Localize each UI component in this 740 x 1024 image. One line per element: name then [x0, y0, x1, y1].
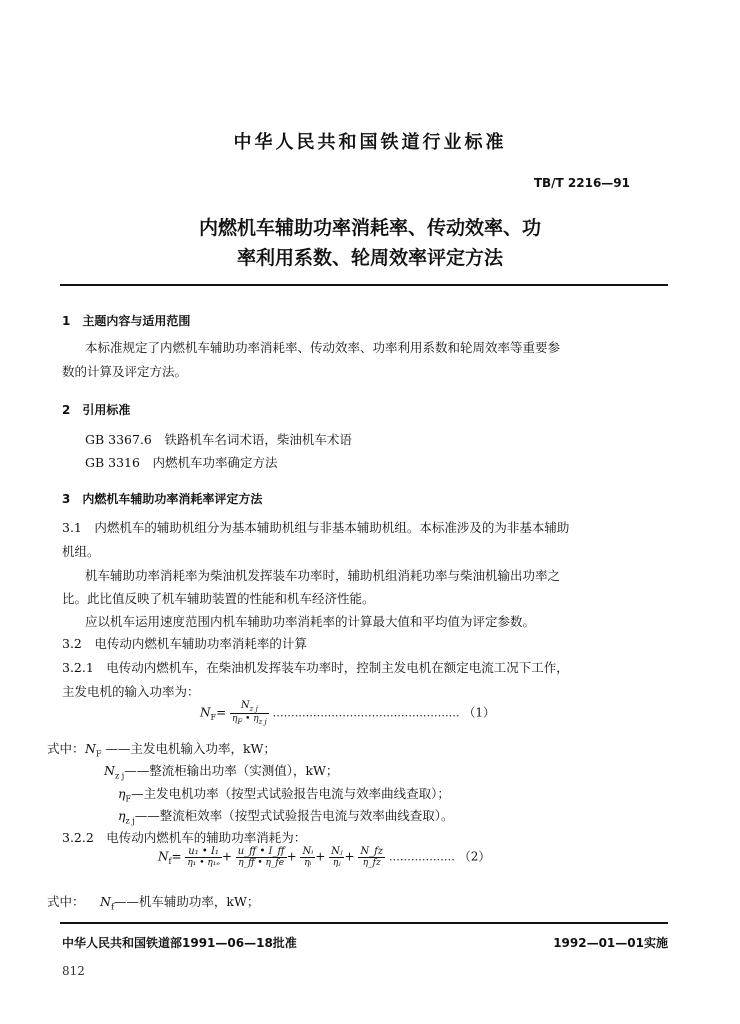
section-3-1-line2: 机组。 [62, 544, 100, 559]
effective-date: 1992—01—01实施 [553, 936, 668, 950]
page-number: 812 [62, 964, 85, 978]
document-title-line1: 内燃机车辅助功率消耗率、传动效率、功 [198, 217, 541, 239]
definition-nzj: $N_{z j}——$整流柜输出功率（实测值），kW； [104, 763, 339, 781]
approval-line: 中华人民共和国铁道部1991—06—18批准 [62, 936, 297, 950]
footer-divider [60, 922, 668, 924]
section-1-para-line2: 数的计算及评定方法。 [62, 364, 188, 379]
equation-1: $N_F=$ $\frac{N_{z j}}{\eta_F • \eta_{z j}}$ …………………………………………… （1） [200, 700, 496, 726]
equation-1-number: （1） [463, 705, 496, 720]
section-1-para-line1: 本标准规定了内燃机车辅助功率消耗率、传动效率、功率利用系数和轮周效率等重要参 [85, 340, 561, 355]
section-3-1-line3: 机车辅助功率消耗率为柴油机发挥装车功率时，辅助机组消耗功率与柴油机输出功率之 [85, 568, 561, 583]
section-3-1-line4: 比。此比值反映了机车辅助装置的性能和机车经济性能。 [62, 591, 375, 606]
section-3-2-1-line2: 主发电机的输入功率为： [62, 684, 200, 699]
document-title-line2: 率利用系数、轮周效率评定方法 [236, 247, 503, 269]
section-3-title: 3 内燃机车辅助功率消耗率评定方法 [62, 492, 263, 506]
title-divider [60, 284, 668, 286]
section-3-1-line1: 3.1 内燃机车的辅助机组分为基本辅助机组与非基本辅助机组。本标准涉及的为非基本辅助 [62, 520, 570, 535]
section-3-2-1-line1: 3.2.1 电传动内燃机车，在柴油机发挥装车功率时，控制主发电机在额定电流工况下工作， [62, 660, 569, 675]
section-1-title: 1 主题内容与适用范围 [62, 314, 191, 328]
section-2-title: 2 引用标准 [62, 403, 131, 417]
section-3-1-line5: 应以机车运用速度范围内机车辅助功率消耗率的计算最大值和平均值为评定参数。 [85, 614, 536, 629]
section-3-2-title: 3.2 电传动内燃机车辅助功率消耗率的计算 [62, 636, 307, 651]
equation-2: $N_f=$ $\frac{\text{u₁ • I₁}}{\text{η₁ • η₁ₑ}}$ + $\frac{u\_ff • I\_ff}{\eta\_ff • \eta\_fe}$ + $\frac{\text{Nᵢ}}{\text{ηᵢ}}$ + $\frac{\text{Nⱼ}}{\text{ηⱼ}}$ + $\frac{N\_fz}{\eta\_fz}$ ……………… （2） [158, 846, 491, 868]
definition-eta-f: $\eta_F—$主发电机功率（按型式试验报告电流与效率曲线查取）； [118, 786, 450, 804]
where-label-2: 式中： [47, 894, 85, 909]
equation-2-number: （2） [458, 849, 491, 864]
definition-nf: $N_F$ ——主发电机输入功率，kW； [85, 741, 276, 759]
where-label-1: 式中： [47, 741, 85, 756]
definition-nf-aux: $N_f——$机车辅助功率，kW； [100, 894, 260, 912]
definition-eta-zj: $\eta_{z j}——$整流柜效率（按型式试验报告电流与效率曲线查取）。 [118, 808, 454, 826]
reference-2: GB 3316 内燃机车功率确定方法 [85, 455, 278, 470]
standard-code: TB/T 2216—91 [533, 176, 630, 190]
standard-org-title: 中华人民共和国铁道行业标准 [233, 132, 507, 153]
section-3-2-2: 3.2.2 电传动内燃机车的辅助功率消耗为： [62, 830, 307, 845]
reference-1: GB 3367.6 铁路机车名词术语，柴油机车术语 [85, 432, 352, 447]
